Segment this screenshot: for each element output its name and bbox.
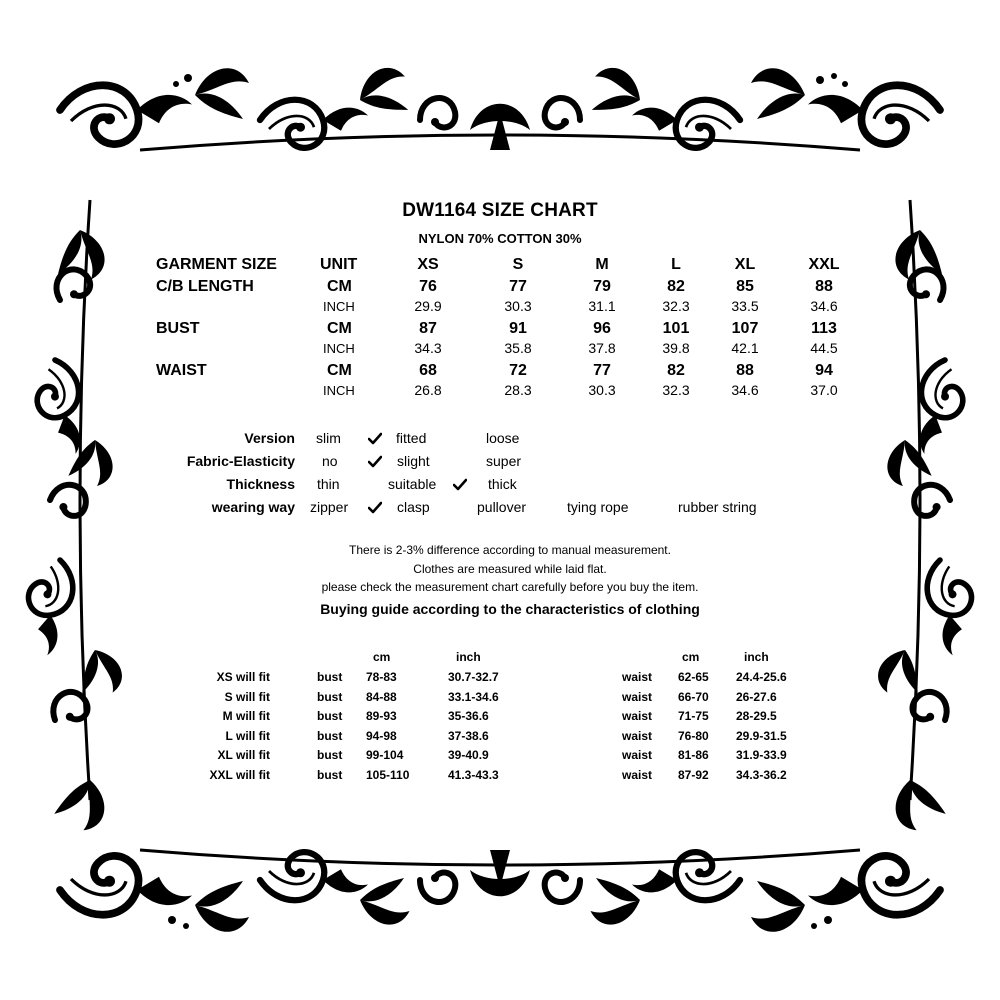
option-pullover: pullover [477, 499, 527, 515]
cm-value-c-b-length: 88 [815, 278, 833, 295]
waist-cm-range: 76-80 [678, 729, 709, 743]
checkmark-icon [453, 478, 467, 492]
waist-cm-range: 87-92 [678, 768, 709, 782]
waist-cm-range: 71-75 [678, 709, 709, 723]
waist-inch-range: 28-29.5 [736, 709, 777, 723]
bust-label: bust [317, 768, 343, 782]
option-thin: thin [317, 476, 340, 492]
size-header-m: M [595, 256, 609, 273]
attr-label-version: Version [244, 430, 295, 446]
cm-value-bust: 87 [419, 320, 437, 337]
cm-value-waist: 68 [419, 362, 437, 379]
unit-cm-bust: CM [327, 320, 352, 337]
row-label-c-b-length: C/B LENGTH [156, 278, 254, 295]
option-no: no [322, 453, 338, 469]
size-header-l: L [671, 256, 681, 273]
waist-inch-range: 29.9-31.5 [736, 729, 787, 743]
row-label-waist: WAIST [156, 362, 207, 379]
option-thick: thick [488, 476, 517, 492]
waist-inch-range: 34.3-36.2 [736, 768, 787, 782]
garment-size-header: GARMENT SIZE [156, 256, 277, 273]
waist-label: waist [622, 690, 653, 704]
bust-inch-range: 35-36.6 [448, 709, 489, 723]
fit-label: S will fit [224, 690, 270, 704]
size-header-s: S [512, 256, 524, 273]
waist-inch-range: 31.9-33.9 [736, 748, 787, 762]
bust-label: bust [317, 709, 343, 723]
buying-guide-title: Buying guide according to the characteristics of clothing [320, 601, 700, 617]
inch-value-bust: 39.8 [662, 340, 690, 356]
cm-value-waist: 88 [736, 362, 754, 379]
waist-inch-range: 26-27.6 [736, 690, 777, 704]
fit-label: M will fit [222, 709, 270, 723]
cm-value-bust: 101 [662, 320, 690, 337]
unit-cm-waist: CM [327, 362, 352, 379]
waist-label: waist [622, 670, 653, 684]
waist-label: waist [622, 748, 653, 762]
bust-label: bust [317, 670, 343, 684]
fit-label: L will fit [225, 729, 270, 743]
option-tying-rope: tying rope [567, 499, 629, 515]
checkmark-icon [368, 501, 382, 515]
inch-value-bust: 42.1 [731, 340, 759, 356]
inch-value-waist: 34.6 [731, 382, 759, 398]
attr-label-fabric-elasticity: Fabric-Elasticity [186, 453, 295, 469]
inch-value-waist: 32.3 [662, 382, 690, 398]
bust-inch-range: 41.3-43.3 [448, 768, 499, 782]
bust-inch-header: inch [456, 650, 481, 664]
waist-cm-range: 62-65 [678, 670, 709, 684]
option-clasp: clasp [397, 499, 430, 515]
note-check-chart: please check the measurement chart carefully before you buy the item. [321, 580, 699, 594]
bust-cm-range: 89-93 [366, 709, 397, 723]
waist-cm-header: cm [682, 650, 700, 664]
attr-label-wearing-way: wearing way [211, 499, 295, 515]
waist-inch-range: 24.4-25.6 [736, 670, 787, 684]
checkmark-icon [368, 455, 382, 469]
unit-header: UNIT [320, 256, 358, 273]
cm-value-bust: 107 [731, 320, 759, 337]
inch-value-c-b-length: 30.3 [504, 298, 532, 314]
option-suitable: suitable [388, 476, 437, 492]
cm-value-waist: 72 [509, 362, 527, 379]
cm-value-c-b-length: 85 [736, 278, 754, 295]
bust-label: bust [317, 690, 343, 704]
row-label-bust: BUST [156, 320, 200, 337]
bust-inch-range: 37-38.6 [448, 729, 489, 743]
option-loose: loose [486, 430, 520, 446]
cm-value-c-b-length: 82 [667, 278, 685, 295]
unit-inch-bust: INCH [323, 341, 355, 356]
cm-value-waist: 94 [815, 362, 833, 379]
waist-cm-range: 66-70 [678, 690, 709, 704]
inch-value-bust: 44.5 [810, 340, 838, 356]
cm-value-c-b-length: 76 [419, 278, 437, 295]
cm-value-waist: 77 [593, 362, 611, 379]
fit-label: XS will fit [216, 670, 270, 684]
bust-cm-range: 99-104 [366, 748, 404, 762]
cm-value-bust: 96 [593, 320, 611, 337]
bust-label: bust [317, 748, 343, 762]
size-header-xs: XS [417, 256, 439, 273]
chart-title: DW1164 SIZE CHART [402, 200, 598, 221]
unit-inch-waist: INCH [323, 383, 355, 398]
cm-value-c-b-length: 79 [593, 278, 611, 295]
fit-label: XL will fit [217, 748, 270, 762]
bust-cm-range: 84-88 [366, 690, 397, 704]
inch-value-c-b-length: 29.9 [414, 298, 442, 314]
bust-cm-header: cm [373, 650, 391, 664]
unit-cm-c-b-length: CM [327, 278, 352, 295]
inch-value-waist: 26.8 [414, 382, 442, 398]
waist-label: waist [622, 709, 653, 723]
option-super: super [486, 453, 522, 469]
option-fitted: fitted [396, 430, 427, 446]
cm-value-c-b-length: 77 [509, 278, 527, 295]
inch-value-bust: 37.8 [588, 340, 616, 356]
inch-value-c-b-length: 33.5 [731, 298, 759, 314]
inch-value-c-b-length: 31.1 [588, 298, 616, 314]
waist-inch-header: inch [744, 650, 769, 664]
inch-value-bust: 34.3 [414, 340, 442, 356]
inch-value-c-b-length: 32.3 [662, 298, 690, 314]
inch-value-waist: 30.3 [588, 382, 616, 398]
bust-cm-range: 94-98 [366, 729, 397, 743]
cm-value-waist: 82 [667, 362, 685, 379]
bust-inch-range: 39-40.9 [448, 748, 489, 762]
option-zipper: zipper [310, 499, 349, 515]
waist-cm-range: 81-86 [678, 748, 709, 762]
fit-label: XXL will fit [209, 768, 270, 782]
note-measurement-difference: There is 2-3% difference according to manual measurement. [349, 543, 671, 557]
option-rubber-string: rubber string [678, 499, 757, 515]
waist-label: waist [622, 768, 653, 782]
inch-value-c-b-length: 34.6 [810, 298, 838, 314]
size-header-xl: XL [734, 256, 756, 273]
note-laid-flat: Clothes are measured while laid flat. [413, 562, 607, 576]
option-slight: slight [397, 453, 430, 469]
bust-inch-range: 30.7-32.7 [448, 670, 499, 684]
bust-label: bust [317, 729, 343, 743]
unit-inch-c-b-length: INCH [323, 299, 355, 314]
inch-value-bust: 35.8 [504, 340, 532, 356]
fabric-composition: NYLON 70% COTTON 30% [418, 231, 582, 246]
inch-value-waist: 28.3 [504, 382, 532, 398]
size-header-xxl: XXL [808, 256, 840, 273]
waist-label: waist [622, 729, 653, 743]
attr-label-thickness: Thickness [226, 476, 295, 492]
cm-value-bust: 91 [509, 320, 527, 337]
option-slim: slim [316, 430, 341, 446]
bust-inch-range: 33.1-34.6 [448, 690, 499, 704]
cm-value-bust: 113 [811, 320, 837, 337]
checkmark-icon [368, 432, 382, 446]
inch-value-waist: 37.0 [810, 382, 838, 398]
bust-cm-range: 105-110 [366, 768, 410, 782]
bust-cm-range: 78-83 [366, 670, 397, 684]
